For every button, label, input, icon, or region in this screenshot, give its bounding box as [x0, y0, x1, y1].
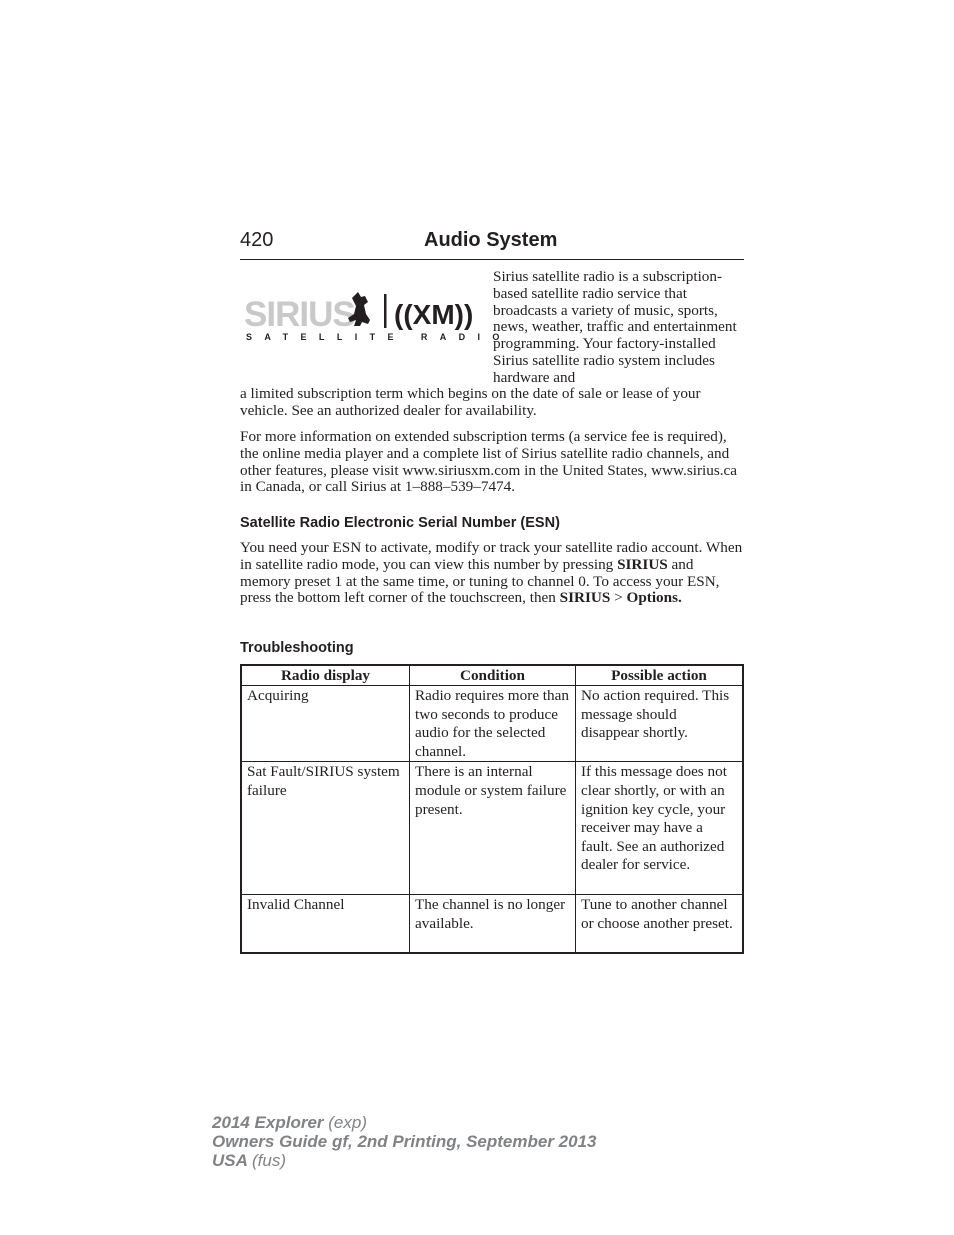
esn-text-3: >: [610, 589, 627, 607]
table-row: [241, 762, 743, 895]
footer-line-region: [212, 1151, 596, 1170]
table-header-row: [241, 665, 743, 686]
sirius-xm-logo-graphic: [244, 288, 512, 344]
table-cell: If this message does not clear shortly, or with an ignition key cycle, your receiver may have a fault. See an authorized dealer for service.: [575, 762, 743, 895]
logo-tagline: SATELLITE RADIO: [246, 332, 512, 342]
intro-paragraph-end: a limited subscription term which begins on the date of sale or lease of your vehicle. See an authorized dealer for availability.: [240, 385, 701, 419]
table-cell: Sat Fault/SIRIUS system failure: [241, 762, 410, 895]
esn-bold-options: Options.: [626, 589, 682, 607]
esn-text-2: and memory preset 1 at the same time, or tuning to channel 0. To access your ESN, press the bottom left corner of the touchscreen, then: [240, 555, 720, 607]
page-title: Audio System: [424, 229, 558, 251]
table-cell: There is an internal module or system failure present.: [410, 762, 576, 895]
troubleshooting-table: [240, 664, 744, 954]
esn-bold-sirius-2: SIRIUS: [559, 589, 611, 607]
intro-side-text: [493, 269, 745, 387]
sirius-xm-logo: [244, 288, 512, 344]
esn-paragraph: [240, 540, 745, 607]
footer-region: USA: [212, 1151, 248, 1170]
table-cell: The channel is no longer available.: [410, 895, 576, 953]
logo-word: SIRIUS: [244, 295, 355, 334]
footer-line-model: [212, 1113, 596, 1132]
column-header: Condition: [410, 665, 576, 686]
esn-bold-sirius: SIRIUS: [617, 555, 668, 573]
table-cell: Tune to another channel or choose another preset.: [575, 895, 743, 953]
page-header: [240, 229, 744, 260]
footer-line-guide: Owners Guide gf, 2nd Printing, September 2013: [212, 1132, 597, 1151]
table-cell: No action required. This message should disappear shortly.: [575, 686, 743, 762]
table-row: [241, 686, 743, 762]
xm-mark: ((XM)): [394, 299, 474, 330]
troubleshooting-heading: Troubleshooting: [240, 640, 354, 656]
page-number: 420: [240, 229, 274, 251]
footer-model-code: (exp): [328, 1113, 367, 1132]
esn-text-1: You need your ESN to activate, modify or track your satellite radio account. When in satellite radio mode, you can view this number by pressing: [240, 539, 743, 573]
column-header: Radio display: [241, 665, 410, 686]
subscription-paragraph: For more information on extended subscription terms (a service fee is required), the online media player and a complete list of Sirius satellite radio channels, and other features, please visit www.siriusxm.com in the United States, www.sirius.ca in Canada, or call Sirius at 1–888–539–7474.: [240, 428, 738, 496]
table-cell: Invalid Channel: [241, 895, 410, 953]
table-cell: Radio requires more than two seconds to produce audio for the selected channel.: [410, 686, 576, 762]
footer-model: 2014 Explorer: [212, 1113, 324, 1132]
footer-region-code: (fus): [252, 1151, 286, 1170]
esn-heading: Satellite Radio Electronic Serial Number (ESN): [240, 515, 560, 531]
page-footer: [212, 1113, 596, 1170]
table-cell: Acquiring: [241, 686, 410, 762]
intro-paragraph-start: Sirius satellite radio is a subscription-based satellite radio service that broadcasts a variety of music, sports, news, weather, traffic and entertainment programming. Your factory-installed Sirius satellite radio system includes hardware and: [493, 268, 737, 386]
table-row: [241, 895, 743, 953]
column-header: Possible action: [575, 665, 743, 686]
logo-divider: [384, 294, 387, 328]
